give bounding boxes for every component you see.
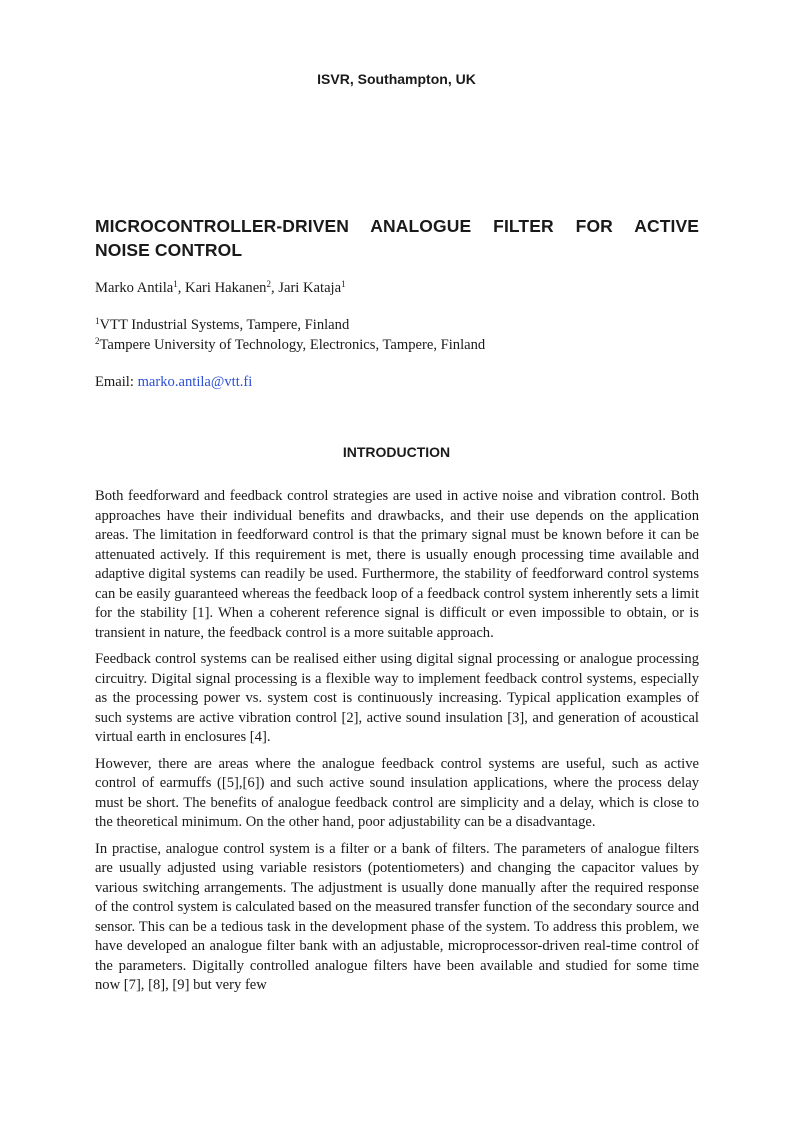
body-paragraph: However, there are areas where the analogue feedback control systems are useful, such as active control of earmuffs ([5],[6]) and such active sound insulation applications, where the process delay must be short. The benefits of analogue feedback control are simplicity and a delay, which is close to the theoretical minimum. On the other hand, poor adjustability can be a disadvantage. [95, 755, 699, 830]
author-affiliation-mark: 2 [266, 279, 271, 289]
paper-title-line-2: NOISE CONTROL [95, 240, 243, 260]
body-paragraph: Feedback control systems can be realised either using digital signal processing or analogue processing circuitry. Digital signal processing is a flexible way to implement feedback control systems, especially as the processing power vs. system cost is continuously increasing. Typical application examples of such systems are active vibration control [2], active sound insulation [3], and generation of acoustical virtual earth in enclosures [4]. [95, 651, 699, 745]
paper-title-line-1: MICROCONTROLLER-DRIVEN ANALOGUE FILTER FOR ACTIVE [95, 216, 699, 236]
author-name: Jari Kataja [278, 280, 342, 296]
author-affiliation-mark: 1 [173, 279, 178, 289]
author-name: Kari Hakanen [185, 280, 267, 296]
author-separator: , [177, 280, 186, 296]
affiliation-item [95, 336, 699, 356]
author-name: Marko Antila [95, 280, 174, 296]
affiliation-mark: 2 [95, 335, 100, 346]
author-affiliation-mark: 1 [341, 279, 346, 289]
email-link[interactable]: marko.antila@vtt.fi [137, 374, 253, 390]
paper-title [95, 214, 699, 262]
affiliation-list [95, 316, 699, 355]
body-paragraph: In practise, analogue control system is a filter or a bank of filters. The parameters of analogue filters are usually adjusted using variable resistors (potentiometers) and changing the capacitor values by various switching arrangements. The adjustment is usually done manually after the required response of the control system is calculated based on the measured transfer function of the secondary source and sensor. This can be a tedious task in the development phase of the system. To address this problem, we have developed an analogue filter bank with an adjustable, microprocessor-driven real-time control of the parameters. Digitally controlled analogue filters have been available and studied for some time now [7], [8], [9] but very few [95, 840, 699, 993]
section-heading-introduction: INTRODUCTION [342, 444, 451, 460]
affiliation-mark: 1 [95, 316, 100, 326]
body-paragraph: Both feedforward and feedback control strategies are used in active noise and vibration control. Both approaches have their individual benefits and drawbacks, and their use depends on the application areas. The limitation in feedforward control is that the primary signal must be known before it can be attenuated actively. If this requirement is met, there is usually enough processing time available and adaptive digital systems can readily be used. Furthermore, the stability of feedforward control systems can be easily guaranteed whereas the feedback loop of a feedback control system inherently sets a limit for the stability [1]. When a coherent reference signal is difficult or even impossible to obtain, or is transient in nature, the feedback control is a more suitable approach. [95, 488, 699, 641]
affiliation-text: VTT Industrial Systems, Tampere, Finland [99, 317, 350, 333]
affiliation-item [95, 316, 699, 336]
introduction-body [95, 487, 699, 1003]
contact-email [95, 373, 699, 393]
affiliation-text: Tampere University of Technology, Electronics, Tampere, Finland [99, 336, 486, 353]
conference-header: ISVR, Southampton, UK [317, 71, 476, 87]
author-separator: , [270, 280, 279, 296]
email-label: Email: [95, 374, 138, 390]
author-list [95, 279, 699, 299]
